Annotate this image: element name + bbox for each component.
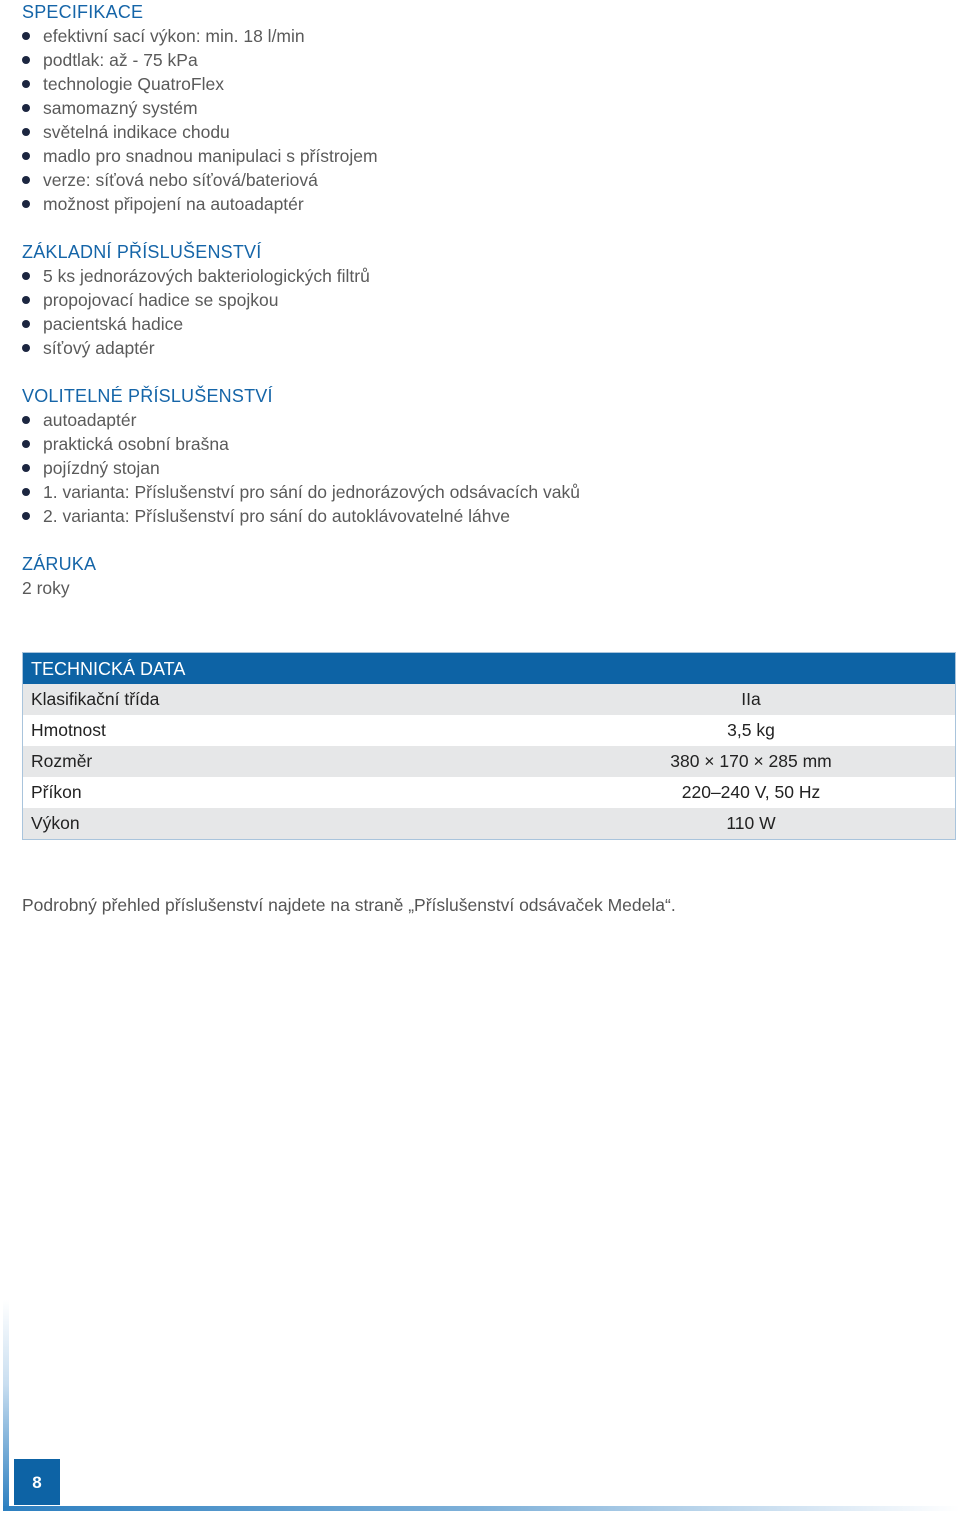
basic-accessory-text: 5 ks jednorázových bakteriologických filtrů [43, 266, 370, 286]
warranty-value: 2 roky [22, 578, 70, 598]
bullet-icon [22, 272, 30, 280]
specs-item-text: možnost připojení na autoadaptér [43, 194, 304, 214]
optional-accessories-heading: VOLITELNÉ PŘÍSLUŠENSTVÍ [22, 386, 273, 406]
optional-accessory-item [22, 456, 952, 480]
optional-accessory-item [22, 408, 952, 432]
row-value: 380 × 170 × 285 mm [670, 751, 832, 771]
bullet-icon [22, 80, 30, 88]
specs-item-text: samomazný systém [43, 98, 198, 118]
row-value: 3,5 kg [727, 720, 775, 740]
bullet-icon [22, 200, 30, 208]
row-label: Výkon [31, 813, 80, 833]
optional-accessory-item [22, 504, 952, 528]
specs-item [22, 192, 952, 216]
table-row [23, 684, 955, 715]
tech-data-table [22, 652, 956, 840]
basic-accessory-item [22, 264, 952, 288]
page-number-badge: 8 [14, 1459, 60, 1505]
specs-item [22, 120, 952, 144]
bullet-icon [22, 296, 30, 304]
specs-item [22, 144, 952, 168]
row-value: 110 W [726, 813, 776, 833]
basic-accessory-text: síťový adaptér [43, 338, 155, 358]
specs-item [22, 24, 952, 48]
specs-item [22, 168, 952, 192]
basic-accessory-item [22, 336, 952, 360]
table-row [23, 777, 955, 808]
optional-accessories-list [22, 408, 952, 528]
optional-accessory-text: 2. varianta: Příslušenství pro sání do autoklávovatelné láhve [43, 506, 510, 526]
optional-accessory-text: 1. varianta: Příslušenství pro sání do jednorázových odsávacích vaků [43, 482, 580, 502]
specs-item [22, 72, 952, 96]
specs-item [22, 48, 952, 72]
bullet-icon [22, 32, 30, 40]
row-label: Klasifikační třída [31, 689, 160, 709]
specs-item [22, 96, 952, 120]
optional-accessory-text: pojízdný stojan [43, 458, 160, 478]
specs-item-text: madlo pro snadnou manipulaci s přístrojem [43, 146, 378, 166]
specs-item-text: verze: síťová nebo síťová/bateriová [43, 170, 318, 190]
specs-item-text: technologie QuatroFlex [43, 74, 224, 94]
table-row [23, 715, 955, 746]
row-label: Příkon [31, 782, 82, 802]
bullet-icon [22, 176, 30, 184]
optional-accessory-item [22, 480, 952, 504]
spec-sheet [22, 0, 952, 600]
row-label: Rozměr [31, 751, 93, 771]
bullet-icon [22, 128, 30, 136]
basic-accessories-list [22, 264, 952, 360]
bullet-icon [22, 488, 30, 496]
warranty-heading: ZÁRUKA [22, 554, 97, 574]
bullet-icon [22, 464, 30, 472]
specs-item-text: podtlak: až - 75 kPa [43, 50, 198, 70]
bullet-icon [22, 416, 30, 424]
table-row [23, 808, 955, 839]
row-value: 220–240 V, 50 Hz [681, 782, 821, 802]
bullet-icon [22, 152, 30, 160]
bullet-icon [22, 56, 30, 64]
table-row [23, 746, 955, 777]
optional-accessory-text: praktická osobní brašna [43, 434, 229, 454]
optional-accessory-text: autoadaptér [43, 410, 137, 430]
row-value: IIa [741, 689, 761, 709]
basic-accessory-text: pacientská hadice [43, 314, 184, 334]
accessories-footnote: Podrobný přehled příslušenství najdete na straně „Příslušenství odsávaček Medela“. [22, 895, 676, 915]
bullet-icon [22, 320, 30, 328]
bullet-icon [22, 440, 30, 448]
specs-heading: SPECIFIKACE [22, 2, 144, 22]
basic-accessory-item [22, 312, 952, 336]
decorative-bottom-stripe [3, 1506, 960, 1511]
basic-accessory-text: propojovací hadice se spojkou [43, 290, 279, 310]
basic-accessories-heading: ZÁKLADNÍ PŘÍSLUŠENSTVÍ [22, 242, 262, 262]
decorative-side-stripe [3, 1300, 9, 1510]
tech-data-heading: TECHNICKÁ DATA [23, 653, 955, 684]
bullet-icon [22, 512, 30, 520]
bullet-icon [22, 104, 30, 112]
specs-item-text: světelná indikace chodu [43, 122, 230, 142]
specs-list [22, 24, 952, 216]
bullet-icon [22, 344, 30, 352]
specs-item-text: efektivní sací výkon: min. 18 l/min [43, 26, 305, 46]
row-label: Hmotnost [31, 720, 106, 740]
optional-accessory-item [22, 432, 952, 456]
basic-accessory-item [22, 288, 952, 312]
